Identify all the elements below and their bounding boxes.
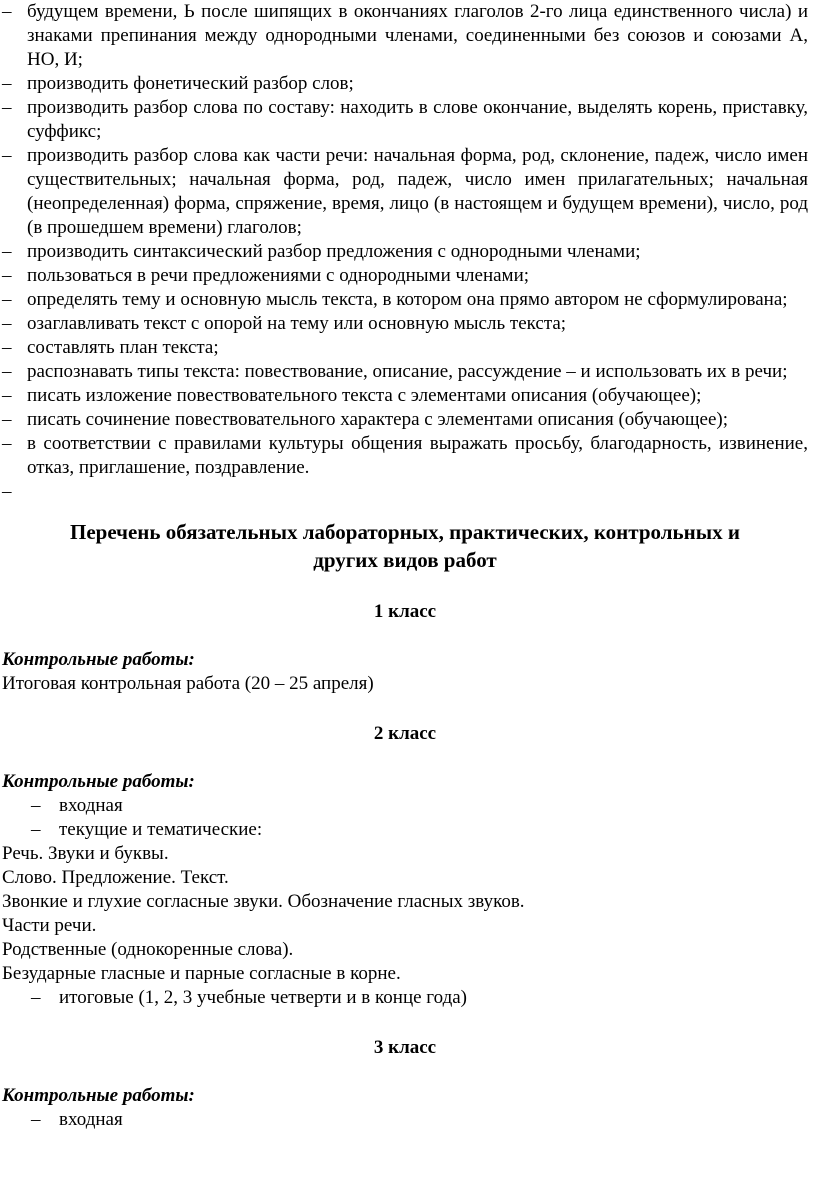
class-3-work-list: [2, 1108, 808, 1132]
list-item: – составлять план текста;: [2, 336, 808, 360]
class-2-topic: Звонкие и глухие согласные звуки. Обозначение гласных звуков.: [2, 891, 525, 912]
list-item: – будущем времени, Ь после шипящих в окончаниях глаголов 2-го лица единственного числа) и знаками препинания между однородными членами, соединенными без союзов и союзами А, НО, И;: [2, 0, 808, 72]
class-3-title: 3 класс: [373, 1037, 437, 1058]
list-item: – входная: [2, 794, 808, 818]
list-item: – входная: [2, 1108, 808, 1132]
list-item: – производить синтаксический разбор предложения с однородными членами;: [2, 240, 808, 264]
list-item: – текущие и тематические:: [2, 818, 808, 842]
list-item: – производить разбор слова как части речи: начальная форма, род, склонение, падеж, число имен существительных; начальная форма, род, падеж, число имен прилагательных; начальная (неопределенная) форма, спряжение, время, лицо (в настоящем и будущем времени), число, род (в прошедшем времени) глаголов;: [2, 144, 808, 240]
class-2-topic: Безударные гласные и парные согласные в корне.: [2, 963, 401, 984]
list-item: – производить фонетический разбор слов;: [2, 72, 808, 96]
class-3-control-label: Контрольные работы:: [2, 1085, 195, 1106]
list-item: – писать сочинение повествовательного характера с элементами описания (обучающее);: [2, 408, 808, 432]
class-2-topic: Родственные (однокоренные слова).: [2, 939, 294, 960]
class-2-control-label: Контрольные работы:: [2, 771, 195, 792]
section-title: [2, 518, 808, 574]
list-item: – в соответствии с правилами культуры общения выражать просьбу, благодарность, извинение, отказ, приглашение, поздравление.: [2, 432, 808, 480]
class-2-topic: Речь. Звуки и буквы.: [2, 843, 169, 864]
list-item: – распознавать типы текста: повествование, описание, рассуждение – и использовать их в речи;: [2, 360, 808, 384]
class-1-control-label: Контрольные работы:: [2, 649, 195, 670]
list-item: – определять тему и основную мысль текста, в котором она прямо автором не сформулирована;: [2, 288, 808, 312]
class-2-title: 2 класс: [373, 723, 437, 744]
class-1-title: 1 класс: [373, 601, 437, 622]
list-item: – писать изложение повествовательного текста с элементами описания (обучающее);: [2, 384, 808, 408]
class-2-topic: Части речи.: [2, 915, 97, 936]
class-2-work-list: [2, 794, 808, 842]
empty-list-item: [2, 480, 808, 504]
section-title-line1: Перечень обязательных лабораторных, практических, контрольных и: [70, 520, 740, 544]
class-2-final-list: [2, 986, 808, 1010]
section-title-line2: других видов работ: [313, 548, 497, 572]
skills-list: [2, 0, 808, 504]
list-item: – итоговые (1, 2, 3 учебные четверти и в конце года): [2, 986, 808, 1010]
list-item: – пользоваться в речи предложениями с однородными членами;: [2, 264, 808, 288]
class-1-final-work: Итоговая контрольная работа (20 – 25 апреля): [2, 673, 374, 694]
list-item: – производить разбор слова по составу: находить в слове окончание, выделять корень, приставку, суффикс;: [2, 96, 808, 144]
class-2-topic: Слово. Предложение. Текст.: [2, 867, 229, 888]
list-item: – озаглавливать текст с опорой на тему или основную мысль текста;: [2, 312, 808, 336]
